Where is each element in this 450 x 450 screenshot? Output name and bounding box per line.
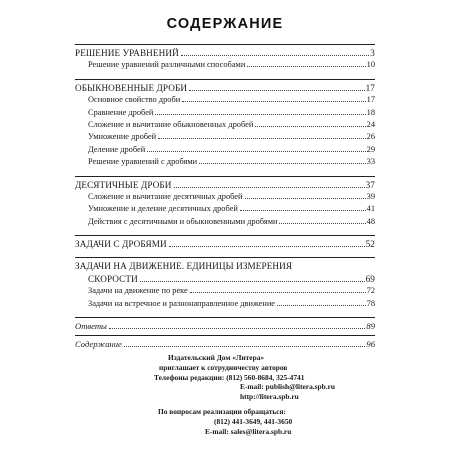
sales-phones: (812) 441-3649, 441-3650 — [214, 416, 293, 426]
toc-subentry-page: 39 — [366, 191, 375, 201]
toc-section-answers — [75, 317, 375, 332]
toc-subentry-page: 72 — [366, 286, 375, 296]
toc-entry[interactable] — [75, 320, 375, 332]
dot-leader — [109, 328, 366, 329]
editorial-phones: Телефоны редакции: (812) 560-8684, 325-4741 — [154, 372, 305, 382]
toc-subentry[interactable] — [75, 298, 375, 310]
toc-subentry-page: 24 — [366, 119, 375, 129]
dot-leader — [199, 163, 366, 164]
toc-entry[interactable] — [75, 238, 375, 250]
toc-section-equations — [75, 44, 375, 72]
toc-entry[interactable] — [75, 273, 375, 285]
toc-section-common-fractions — [75, 79, 375, 169]
toc-entry-title: Ответы — [75, 321, 107, 332]
toc-subentry[interactable] — [75, 216, 375, 228]
toc-entry-title: ЗАДАЧИ С ДРОБЯМИ — [75, 239, 167, 250]
dot-leader — [158, 138, 366, 139]
toc-subentry-title: Деление дробей — [88, 144, 146, 154]
dot-leader — [181, 55, 369, 56]
toc-entry-title: РЕШЕНИЕ УРАВНЕНИЙ — [75, 48, 179, 58]
toc-section-motion-problems — [75, 257, 375, 310]
dot-leader — [279, 223, 365, 224]
toc-entry-page: 69 — [365, 273, 375, 284]
dot-leader — [182, 101, 365, 102]
toc-subentry-title: Основное свойство дроби — [88, 95, 181, 105]
publisher-invite: приглашает к сотрудничеству авторов — [159, 362, 288, 372]
toc-entry-title-line2: СКОРОСТИ — [88, 273, 138, 284]
dot-leader — [169, 246, 365, 247]
toc-entry[interactable] — [75, 338, 375, 350]
toc-subentry[interactable] — [75, 144, 375, 156]
dot-leader — [124, 346, 366, 347]
toc-subentry-page: 26 — [366, 132, 375, 142]
dot-leader — [147, 151, 365, 152]
dot-leader — [245, 198, 366, 199]
publisher-imprint — [154, 353, 418, 436]
toc-entry-title: Содержание — [75, 339, 122, 350]
toc-subentry-title: Задачи на движение по реке — [88, 286, 188, 296]
toc-subentry-page: 41 — [366, 204, 375, 214]
toc-subentry-page: 33 — [366, 157, 375, 167]
toc-subentry[interactable] — [75, 119, 375, 131]
toc-subentry-title: Решение уравнений с дробями — [88, 157, 198, 167]
toc-subentry-title: Задачи на встречное и разнонаправленное движение — [88, 298, 276, 308]
dot-leader — [155, 114, 365, 115]
sales-email[interactable]: E-mail: sales@litera.spb.ru — [205, 426, 292, 436]
page-title: СОДЕРЖАНИЕ — [166, 16, 284, 32]
toc-entry[interactable] — [75, 47, 375, 59]
toc-entry-title: ОБЫКНОВЕННЫЕ ДРОБИ — [75, 82, 188, 93]
toc-subentry[interactable] — [75, 191, 375, 203]
toc-entry-page: 17 — [365, 82, 375, 93]
toc-subentry[interactable] — [75, 107, 375, 119]
dot-leader — [247, 66, 365, 67]
dot-leader — [174, 187, 365, 188]
toc-subentry-page: 78 — [366, 298, 375, 308]
sales-heading: По вопросам реализации обращаться: — [158, 406, 287, 416]
toc-entry-page: 96 — [366, 339, 375, 350]
toc-subentry-page: 10 — [366, 60, 375, 70]
toc-entry-page: 52 — [365, 239, 375, 250]
toc-subentry[interactable] — [75, 131, 375, 143]
dot-leader — [240, 210, 366, 211]
toc-entry-page: 89 — [366, 321, 375, 332]
toc-entry-title-line1: ЗАДАЧИ НА ДВИЖЕНИЕ. ЕДИНИЦЫ ИЗМЕРЕНИЯ — [75, 261, 293, 272]
toc-subentry-page: 17 — [366, 95, 375, 105]
dot-leader — [277, 305, 366, 306]
toc-entry-page: 3 — [370, 48, 375, 58]
toc-subentry-title: Умножение дробей — [88, 132, 157, 142]
publisher-name: Издательский Дом «Литера» — [168, 353, 265, 362]
toc-entry-page: 37 — [365, 179, 375, 190]
toc-subentry-title: Сложение и вычитание обыкновенных дробей — [88, 119, 254, 129]
toc-subentry[interactable] — [75, 285, 375, 297]
toc-subentry-page: 29 — [366, 144, 375, 154]
toc-subentry-title: Умножение и деление десятичных дробей — [88, 204, 238, 214]
toc-subentry-page: 48 — [366, 216, 375, 226]
toc-section-decimal-fractions — [75, 176, 375, 229]
dot-leader — [190, 292, 366, 293]
toc-subentry-title: Действия с десятичными и обыкновенными дробями — [88, 216, 278, 226]
toc-subentry-title: Сравнение дробей — [88, 107, 154, 117]
dot-leader — [140, 281, 365, 282]
toc-subentry[interactable] — [75, 59, 375, 71]
toc-subentry[interactable] — [75, 94, 375, 106]
toc-subentry-page: 18 — [366, 107, 375, 117]
toc-entry[interactable] — [75, 179, 375, 191]
toc-subentry-title: Сложение и вычитание десятичных дробей — [88, 191, 243, 201]
toc-section-contents — [75, 335, 375, 350]
table-of-contents — [75, 44, 375, 351]
toc-subentry[interactable] — [75, 203, 375, 215]
toc-subentry[interactable] — [75, 156, 375, 168]
dot-leader — [189, 90, 365, 91]
publisher-website[interactable]: http://litera.spb.ru — [240, 392, 299, 402]
toc-section-fraction-problems — [75, 235, 375, 250]
toc-entry-title: ДЕСЯТИЧНЫЕ ДРОБИ — [75, 179, 172, 190]
toc-subentry-title: Решение уравнений различными способами — [88, 60, 246, 70]
toc-entry-line1[interactable] — [75, 260, 375, 272]
editorial-email[interactable]: E-mail: publish@litera.spb.ru — [240, 382, 335, 392]
dot-leader — [255, 126, 365, 127]
toc-entry[interactable] — [75, 82, 375, 94]
